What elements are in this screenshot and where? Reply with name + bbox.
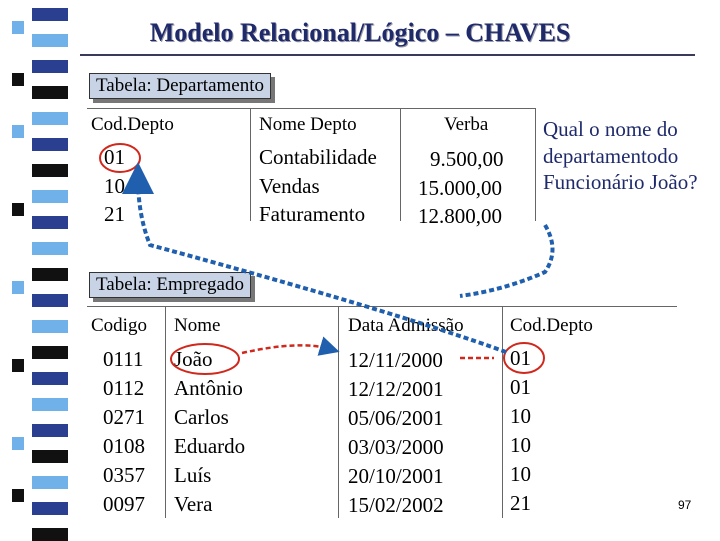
dept-cell-name: Vendas bbox=[259, 174, 320, 198]
emp-cell-nome: Eduardo bbox=[174, 434, 246, 458]
emp-cell-data: 12/12/2001 bbox=[348, 377, 444, 401]
dept-cell-verba: 15.000,00 bbox=[418, 176, 502, 200]
emp-cell-cod-depto: 01 bbox=[510, 346, 531, 370]
empregado-table-label: Tabela: Empregado bbox=[89, 272, 251, 298]
arrow-curve bbox=[460, 225, 553, 296]
highlight-circle bbox=[171, 344, 239, 374]
emp-cell-codigo: 0271 bbox=[103, 405, 145, 429]
emp-cell-nome: João bbox=[174, 347, 213, 371]
emp-cell-cod-depto: 01 bbox=[510, 375, 531, 399]
emp-cell-nome: Luís bbox=[174, 463, 212, 487]
dept-cell-name: Faturamento bbox=[259, 202, 366, 226]
header-cod-depto-fk: Cod.Depto bbox=[510, 315, 593, 336]
emp-cell-nome: Carlos bbox=[174, 405, 229, 429]
arrow-curve bbox=[242, 345, 330, 353]
header-cod-depto: Cod.Depto bbox=[91, 114, 174, 135]
header-codigo: Codigo bbox=[91, 315, 147, 336]
question-text: Qual o nome do departamentodo Funcionário João? bbox=[543, 117, 698, 195]
highlight-circle bbox=[100, 144, 140, 172]
emp-cell-data: 05/06/2001 bbox=[348, 406, 444, 430]
emp-cell-cod-depto: 10 bbox=[510, 404, 531, 428]
page-number: 97 bbox=[678, 498, 692, 512]
emp-cell-nome: Vera bbox=[174, 492, 213, 516]
dept-cell-verba: 9.500,00 bbox=[430, 147, 504, 171]
emp-cell-data: 12/11/2000 bbox=[348, 348, 443, 372]
emp-cell-cod-depto: 10 bbox=[510, 433, 531, 457]
emp-cell-cod-depto: 10 bbox=[510, 462, 531, 486]
emp-cell-cod-depto: 21 bbox=[510, 491, 531, 515]
dept-cell-verba: 12.800,00 bbox=[418, 204, 502, 228]
emp-cell-codigo: 0357 bbox=[103, 463, 145, 487]
departamento-table-label: Tabela: Departamento bbox=[89, 73, 271, 99]
emp-cell-nome: Antônio bbox=[174, 376, 243, 400]
dept-cell-code: 01 bbox=[104, 145, 125, 169]
emp-cell-data: 20/10/2001 bbox=[348, 464, 444, 488]
emp-cell-data: 03/03/2000 bbox=[348, 435, 444, 459]
header-verba: Verba bbox=[444, 114, 489, 135]
page-title: Modelo Relacional/Lógico – CHAVES bbox=[149, 18, 571, 47]
arrow-curve bbox=[138, 178, 506, 352]
emp-cell-codigo: 0112 bbox=[103, 376, 145, 400]
emp-cell-codigo: 0097 bbox=[103, 492, 145, 516]
emp-cell-codigo: 0108 bbox=[103, 434, 145, 458]
header-nome-depto: Nome Depto bbox=[259, 114, 357, 135]
header-nome: Nome bbox=[174, 315, 221, 336]
emp-cell-codigo: 0111 bbox=[103, 347, 144, 371]
emp-cell-data: 15/02/2002 bbox=[348, 493, 444, 517]
highlight-circle bbox=[504, 343, 544, 373]
dept-cell-name: Contabilidade bbox=[259, 145, 377, 169]
dept-cell-code: 10 bbox=[104, 174, 125, 198]
header-data-admissao: Data Admissão bbox=[348, 315, 464, 336]
dept-cell-code: 21 bbox=[104, 202, 125, 226]
